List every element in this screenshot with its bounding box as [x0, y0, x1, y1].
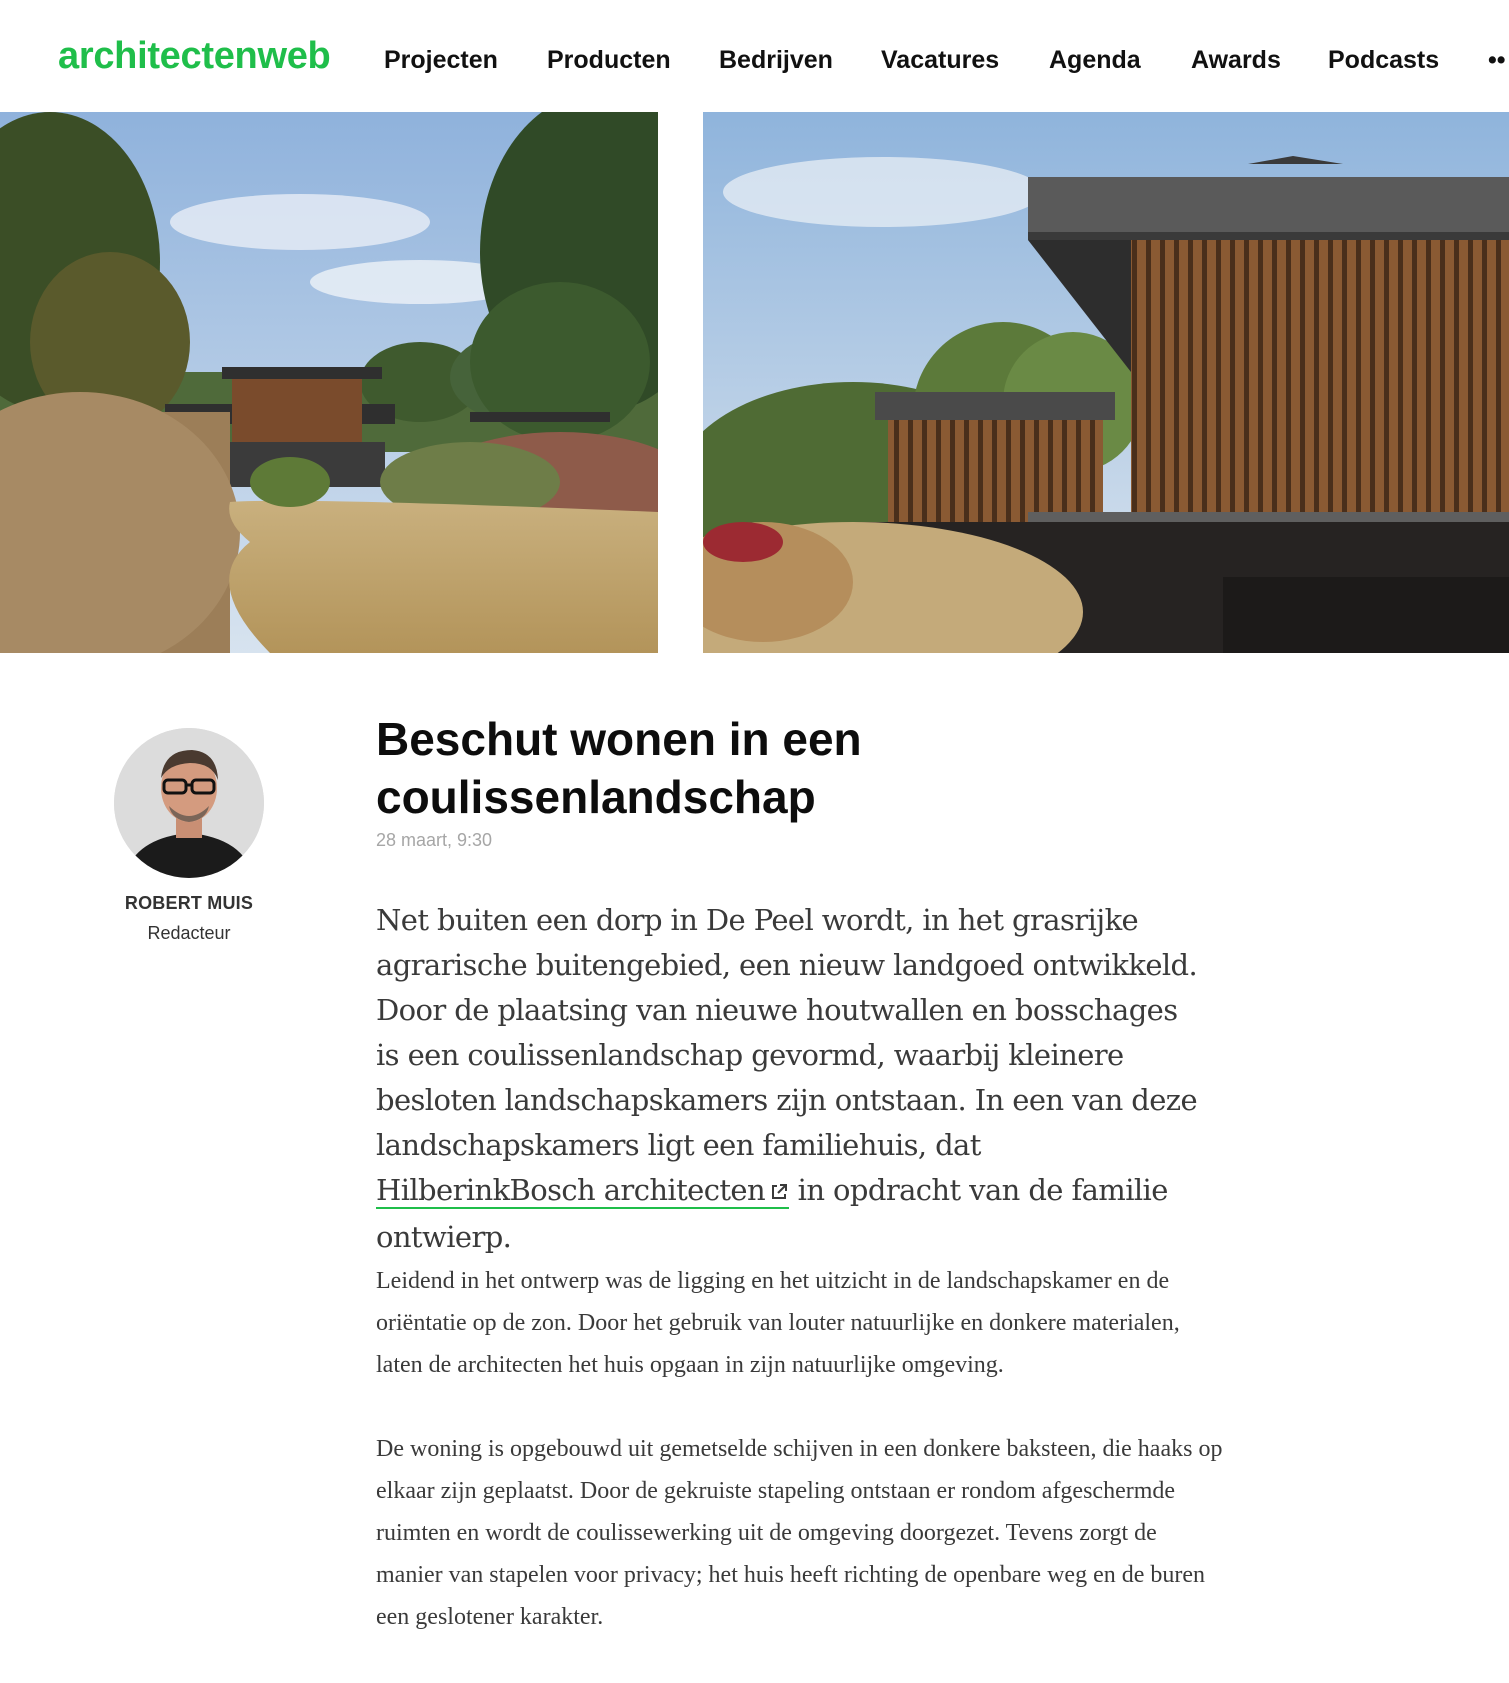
nav-item-bedrijven[interactable]: Bedrijven: [719, 46, 833, 74]
main-nav: [0, 0, 1509, 112]
author-name[interactable]: ROBERT MUIS: [124, 893, 254, 913]
nav-more-icon[interactable]: ••: [1488, 46, 1506, 74]
site-logo[interactable]: architectenweb: [58, 35, 331, 77]
article-title: [376, 710, 1176, 826]
architect-link[interactable]: [376, 1173, 789, 1209]
nav-item-producten[interactable]: Producten: [547, 46, 671, 74]
site-header: [0, 0, 1509, 112]
article-paragraph: De woning is opgebouwd uit gemetselde schijven in een donkere baksteen, die haaks op elkaar zijn geplaatst. Door de gekruiste stapeling ontstaan er rondom afgeschermde ruimten en wordt de coulissewerking uit de omgeving doorgezet. Tevens zorgt de manier van stapelen voor privacy; het huis heeft richting de openbare weg en de buren een geslotener karakter.: [376, 1436, 1223, 1630]
nav-item-projecten[interactable]: Projecten: [384, 46, 498, 74]
article-paragraph: Leidend in het ontwerp was de ligging en het uitzicht in de landschapskamer en de oriëntatie op de zon. Door het gebruik van louter natuurlijke en donkere materialen, laten de architecten het huis opgaan in zijn natuurlijke omgeving.: [376, 1268, 1180, 1378]
hero-image-garden-path[interactable]: [0, 112, 658, 653]
external-link-icon: [769, 1170, 789, 1215]
nav-item-vacatures[interactable]: Vacatures: [881, 46, 1000, 74]
article-lead: [376, 898, 1206, 1260]
lead-text-after: in opdracht van de familie ontwierp.: [376, 1173, 1168, 1254]
nav-item-podcasts[interactable]: Podcasts: [1328, 46, 1440, 74]
article-title-line-1: Beschut wonen in een: [376, 713, 862, 765]
nav-item-agenda[interactable]: Agenda: [1049, 46, 1141, 74]
article-date: 28 maart, 9:30: [376, 830, 493, 850]
author-role: Redacteur: [147, 923, 231, 943]
author-avatar[interactable]: [114, 728, 264, 878]
architect-link-label[interactable]: HilberinkBosch architecten: [376, 1173, 766, 1207]
nav-item-awards[interactable]: Awards: [1191, 46, 1281, 74]
lead-text-before: Net buiten een dorp in De Peel wordt, in het grasrijke agrarische buitengebied, een nieuw landgoed ontwikkeld. Door de plaatsing van nieuwe houtwallen en bosschages is een coulissenlandschap gevormd, waarbij kleinere besloten landschapskamers zijn ontstaan. In een van deze landschapskamers ligt een familiehuis, dat: [376, 903, 1198, 1162]
hero-image-house-facade[interactable]: [703, 112, 1509, 653]
article-title-line-2: coulissenlandschap: [376, 771, 816, 823]
